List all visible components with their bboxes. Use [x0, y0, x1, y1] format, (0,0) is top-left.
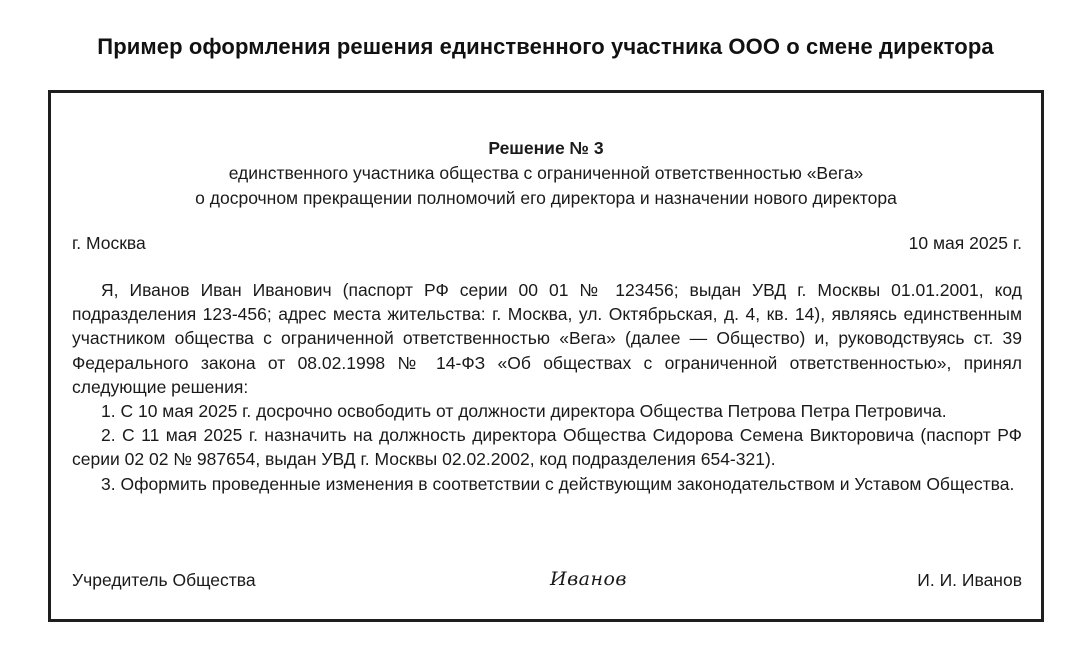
decision-header	[51, 136, 1041, 211]
document-place: г. Москва	[72, 233, 146, 253]
decision-item-3: 3. Оформить проведенные изменения в соответствии с действующим законодательством и Уставом Общества.	[101, 473, 1015, 494]
document-date: 10 мая 2025 г.	[908, 233, 1022, 253]
document-frame	[48, 90, 1044, 622]
decision-title: Решение № 3	[488, 138, 604, 158]
decision-subtitle-line-1: единственного участника общества с ограниченной ответственностью «Вега»	[228, 163, 864, 183]
preamble-paragraph: Я, Иванов Иван Иванович (паспорт РФ серии 00 01 № 123456; выдан УВД г. Москвы 01.01.2001, код подразделения 123-456; адрес места жительства: г. Москва, ул. Октябрьская, д. 4, кв. 14), являясь единственным участником общества с ограниченной ответственностью «Вега» (далее — Общество) и, руководствуясь ст. 39 Федерального закона от 08.02.1998 № 14-ФЗ «Об обществах с ограниченной ответственностью», принял следующие решения:	[72, 280, 1022, 397]
page-title: Пример оформления решения единственного участника ООО о смене директора	[97, 34, 994, 59]
decision-subtitle-line-2: о досрочном прекращении полномочий его директора и назначении нового директора	[195, 188, 897, 208]
signer-role: Учредитель Общества	[72, 570, 256, 590]
signature-row	[72, 568, 1022, 596]
handwritten-signature: Иванов	[550, 568, 627, 590]
decision-item-2: 2. С 11 мая 2025 г. назначить на должность директора Общества Сидорова Семена Викторовича (паспорт РФ серии 02 02 № 987654, выдан УВД г. Москвы 02.02.2002, код подразделения 654-321).	[72, 425, 1022, 470]
document-body	[72, 278, 1022, 496]
decision-item-1: 1. С 10 мая 2025 г. досрочно освободить от должности директора Общества Петрова Петра Петровича.	[101, 401, 947, 422]
signer-name: И. И. Иванов	[917, 570, 1022, 590]
